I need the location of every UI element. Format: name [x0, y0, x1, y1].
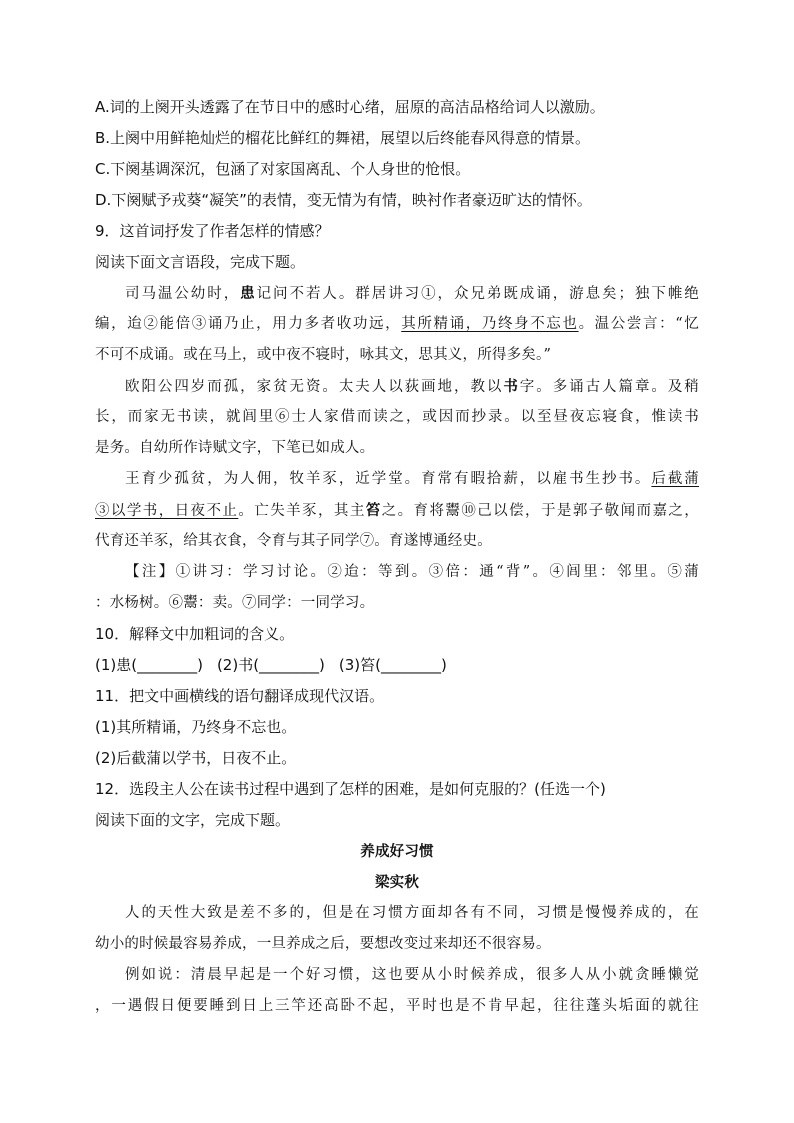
question-12: 12．选段主人公在读书过程中遇到了怎样的困难，是如何克服的？(任选一个)	[95, 780, 606, 798]
bold-word-huan: 患	[240, 285, 257, 302]
essay-p1-line2: 幼小的时候最容易养成，一旦养成之后，要想改变过来却还不很容易。	[95, 936, 551, 952]
essay-p2-line2: ，一遇假日便要睡到日上三竿还高卧不起，平时也是不肯早起，往往蓬头垢面的就往	[95, 998, 699, 1014]
text-span: 司马温公幼时，	[125, 286, 241, 302]
question-11-item1: (1)其所精诵，乃终身不忘也。	[95, 718, 297, 736]
underlined-sentence-2a: 后截蒲	[651, 471, 699, 487]
bold-word-chi: 笞	[365, 502, 382, 519]
essay-title: 养成好习惯	[360, 843, 434, 860]
text-span: 字。多诵古人篇章。及稍	[519, 379, 699, 395]
text-span: 记问不若人。群居讲习①，众兄弟既成诵，游息矣；独下帷绝	[256, 286, 699, 302]
text-span: 。温公尝言：“忆	[578, 316, 699, 332]
passage-p2-line3: 是务。自幼所作诗赋文字，下笔已如成人。	[95, 440, 375, 456]
text-span: 编，迨②能倍③诵乃止，用力多者收功远，	[95, 316, 402, 332]
passage-p1-line3: 不可不成诵。或在马上，或中夜不寝时，咏其文，思其义，所得多矣。”	[95, 347, 552, 363]
essay-p2-line1: 例如说：清晨早起是一个好习惯，这也要从小时候养成，很多人从小就贪睡懒觉	[125, 967, 699, 983]
note-line2: ：水杨树。⑥鬻：卖。⑦同学：一同学习。	[95, 595, 375, 611]
text-span: 王育少孤贫，为人佣，牧羊豕，近学堂。育常有暇拾薪，以雇书生抄书。	[125, 471, 652, 487]
question-10-blanks	[95, 650, 699, 681]
passage-p2-line2: 长，而家无书读，就闾里⑥士人家借而读之，或因而抄录。以至昼夜忘寝食，惟读书	[95, 409, 699, 425]
exam-page	[95, 92, 699, 1022]
instruction-modern: 阅读下面的文字，完成下题。	[95, 811, 291, 829]
underlined-sentence-2b: ③以学书，日夜不止	[95, 503, 239, 519]
blank-huan: (1)患(________)	[95, 656, 203, 674]
q8-option-b: B.上阕中用鲜艳灿烂的榴花比鲜红的舞裙，展望以后终能春风得意的情景。	[95, 129, 591, 147]
text-span: 。亡失羊豕，其主	[238, 503, 366, 519]
blank-chi: (3)笞(________)	[338, 656, 447, 674]
essay-author: 梁实秋	[374, 874, 420, 891]
question-9: 9．这首词抒发了作者怎样的情感？	[95, 222, 330, 240]
instruction-classical: 阅读下面文言语段，完成下题。	[95, 253, 306, 271]
q8-option-a: A.词的上阕开头透露了在节日中的感时心绪，屈原的高洁品格给词人以激励。	[95, 98, 605, 116]
question-11: 11．把文中画横线的语句翻译成现代汉语。	[95, 687, 385, 705]
question-11-item2: (2)后截蒲以学书，日夜不止。	[95, 749, 297, 767]
passage-p1-line1	[95, 278, 699, 309]
note-line1: 【注】①讲习：学习讨论。②迨：等到。③倍：通“背”。④闾里：邻里。⑤蒲	[125, 564, 699, 580]
passage-p2-line1	[95, 371, 699, 402]
passage-p1-line2	[95, 309, 699, 340]
essay-p1-line1: 人的天性大致是差不多的，但是在习惯方面却各有不同，习惯是慢慢养成的，在	[125, 905, 699, 921]
passage-p3-line1	[95, 464, 699, 495]
question-10: 10．解释文中加粗词的含义。	[95, 625, 295, 643]
q8-option-c: C.下阕基调深沉，包涵了对家国离乱、个人身世的怆恨。	[95, 160, 471, 178]
text-span: 欧阳公四岁而孤，家贫无资。太夫人以荻画地，教以	[125, 379, 504, 395]
underlined-sentence-1: 其所精诵，乃终身不忘也	[401, 316, 579, 332]
passage-p3-line2	[95, 495, 699, 526]
passage-p3-line3: 代育还羊豕，给其衣食，令育与其子同学⑦。育遂博通经史。	[95, 533, 492, 549]
bold-word-shu: 书	[503, 378, 520, 395]
blank-shu: (2)书(________)	[216, 656, 325, 674]
text-span: 之。育将鬻⑩己以偿，于是郭子敬闻而嘉之，	[381, 503, 699, 519]
q8-option-d: D.下阕赋予戎葵“凝笑”的表情，变无情为有情，映衬作者豪迈旷达的情怀。	[95, 191, 592, 209]
